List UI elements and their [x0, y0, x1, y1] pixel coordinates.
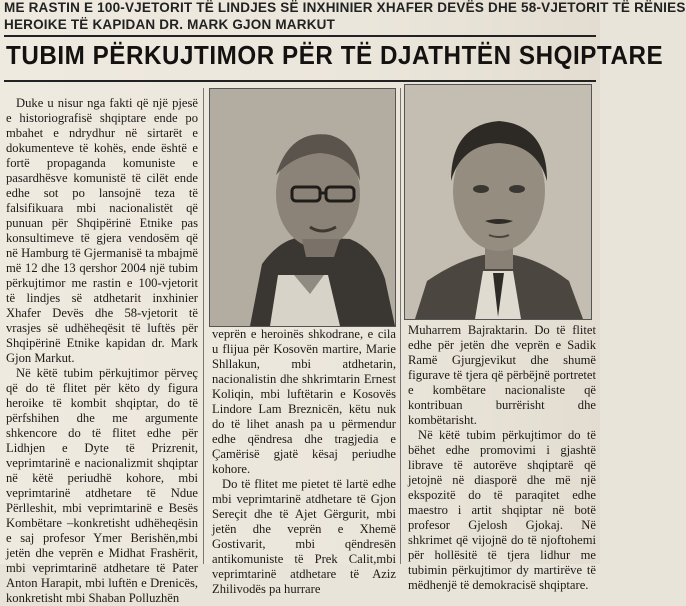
- portrait-man-glasses-image: [210, 89, 395, 326]
- column-1-paragraph-1: Duke u nisur nga fakti që një pjesë e historiografisë shqiptare ende po mbahet e ndrydhur në sirtarët e dokumenteve të kohës, ende është e fortë propaganda komuniste e pasardhësve komunistë të cilët ende edhe sot po lansojnë teza të falsifikuara mbi nacionalistët që punuan për Shqipërinë Etnike pas konsultimeve të gjera vendosëm që në Hamburg të Gjermanisë ta mbajmë më 12 dhe 13 qershor 2004 një tubim përkujtimor me rastin e 100-vjetorit të lindjes së atdhetarit inxhinier Xhafer Devës dhe 58-vjetorit të vrasjes së udhëheqësit të luftës për Shqipërinë Etnike kapidan dr. Mark Gjon Markut.: [6, 96, 198, 365]
- article-kicker: [4, 0, 686, 34]
- headline-top-rule: [4, 35, 596, 37]
- headline-bottom-rule: [4, 80, 596, 82]
- article-column-3: [408, 323, 596, 593]
- column-2-paragraph-2: Do të flitet me pietet të lartë edhe mbi veprimtarinë atdhetare të Gjon Sereçit dhe të Ajet Gërgurit, mbi jetën dhe veprën e Xhemë Gostivarit, mbi qëndresën antikomuniste të Prek Calit,mbi veprimtarinë atdhetare të Aziz Zhilivodës pa hurrare: [212, 477, 396, 596]
- column-divider: [400, 88, 401, 564]
- column-2-paragraph-1: veprën e heroinës shkodrane, e cila u flijua për Kosovën martire, Marie Shllakun, mbi atdhetarin, nacionalistin dhe shkrimtarin Ernest Koliqin, mbi luftëtarin e Kosovës Lindore Lam Breznicën, këtu nuk do të lihet anash pa u përmendur edhe qëndresa dhe tragjedia e Çamërisë gjatë kësaj periudhe kohore.: [212, 327, 396, 476]
- column-divider: [203, 88, 204, 564]
- kicker-line-1: ME RASTIN E 100-VJETORIT TË LINDJES SË INXHINIER XHAFER DEVËS DHE 58-VJETORIT TË RËNIES: [4, 0, 686, 15]
- column-1-paragraph-2: Në këtë tubim përkujtimor përveç që do të flitet për këto dy figura heroike të kombit shqiptar, do të përfshihen dhe me argumente shkencore do të flitet edhe për Lidhjen e Dyte të Prizrenit, veprimtarinë e nacionalizmit shqiptar në këtë periudhë kohore, mbi veprimtarinë atdhetare të Ndue Përlleshit, mbi veprimtarinë e Besës Kombëtare –konkretisht udhëheqësin e saj profesor Ymer Berishën,mbi jetën dhe veprën e Midhat Frashërit, mbi veprimtarinë atdhetare të Pater Anton Harapit, mbi luftën e Drenicës, konkretisht mbi Shaban Polluzhën: [6, 366, 198, 605]
- column-3-paragraph-2: Në këtë tubim përkujtimor do të bëhet edhe promovimi i gjashtë librave të autorëve shqiptarë që jetojnë në diasporë dhe më një ekspozitë do të paraqitet edhe maestro i artit shqiptar në botë profesor Gjelosh Gjokaj. Në shkrimet që vijojnë do të njoftohemi për hollësitë të tjera lidhur me tubimin përkujtimor dy martirëve të mëdhenjë të demokracisë shqiptare.: [408, 428, 596, 592]
- column-3-paragraph-1: Muharrem Bajraktarin. Do të flitet edhe për jetën dhe veprën e Sadik Ramë Gjurgjevikut dhe shumë figurave të tjera që përbëjnë portretet e kombëtare nacionaliste që kontribuan burrërisht dhe kombëtarisht.: [408, 323, 596, 427]
- kicker-line-2: HEROIKE TË KAPIDAN DR. MARK GJON MARKUT: [4, 17, 336, 32]
- portrait-man-mustache-image: [405, 85, 591, 319]
- article-headline: TUBIM PËRKUJTIMOR PËR TË DJATHTËN SHQIPTARE: [6, 40, 664, 70]
- article-column-1: [6, 96, 198, 606]
- article-column-2: [212, 327, 396, 597]
- portrait-photo-right: [404, 84, 592, 320]
- portrait-photo-left: [209, 88, 396, 327]
